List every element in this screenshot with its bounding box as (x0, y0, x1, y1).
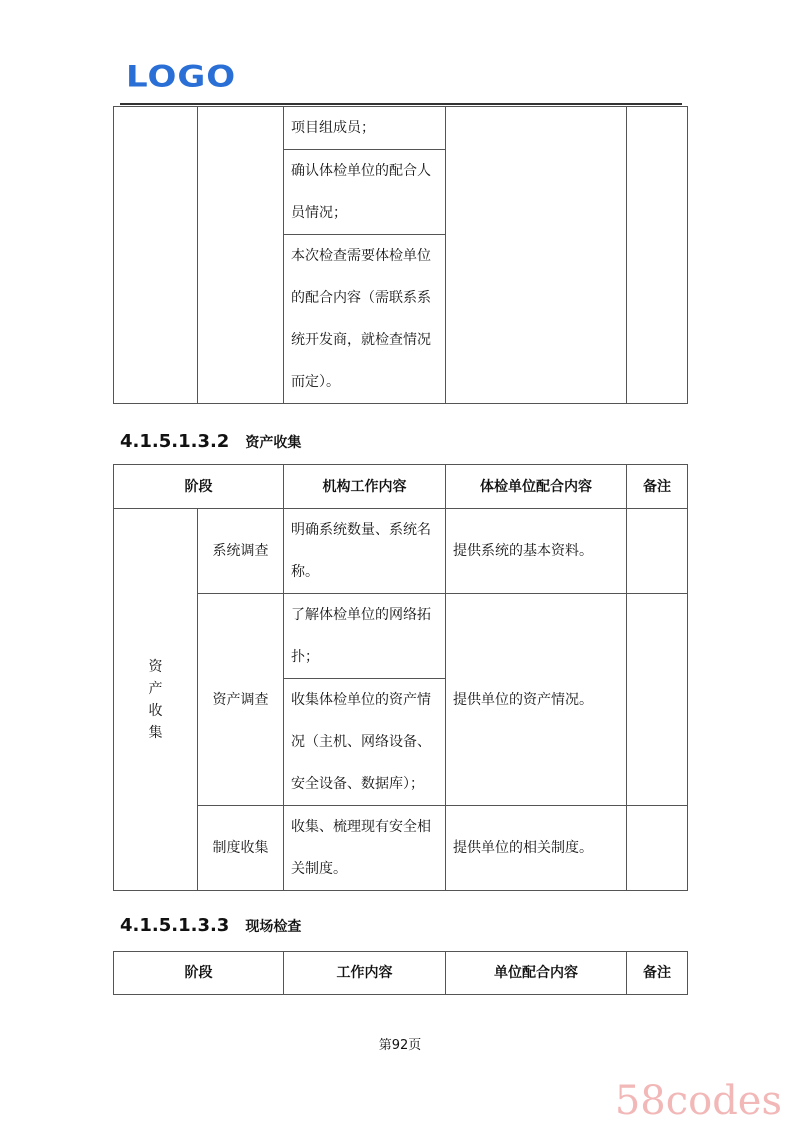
table-cell: 收集、梳理现有安全相关制度。 (284, 806, 446, 891)
section-heading (120, 431, 301, 452)
table-cell: 本次检查需要体检单位的配合内容（需联系系统开发商，就检查情况而定）。 (284, 235, 446, 404)
table-cell (114, 107, 198, 404)
table-cell (446, 107, 627, 404)
table-row (114, 509, 688, 594)
table-cell: 提供单位的资产情况。 (446, 594, 627, 806)
column-header: 阶段 (114, 952, 284, 995)
section-heading (120, 915, 301, 936)
onsite-check-table (113, 951, 688, 995)
page-number: 第92页 (378, 1038, 422, 1053)
section-number: 4.1.5.1.3.3 (120, 915, 230, 936)
phase-cell (114, 509, 198, 891)
table-cell: 系统调查 (198, 509, 284, 594)
table-cell: 制度收集 (198, 806, 284, 891)
table-row (114, 806, 688, 891)
column-header: 阶段 (114, 465, 284, 509)
column-header: 工作内容 (284, 952, 446, 995)
section-title: 资产收集 (245, 435, 302, 451)
table-cell: 确认体检单位的配合人员情况； (284, 150, 446, 235)
phase-label: 资产收集 (148, 658, 163, 741)
table-cell: 项目组成员； (284, 107, 446, 150)
table-cell (627, 806, 688, 891)
table-cell: 资产调查 (198, 594, 284, 806)
watermark: 58codes (614, 1078, 782, 1124)
logo: LOGO (126, 60, 237, 94)
column-header: 机构工作内容 (284, 465, 446, 509)
column-header: 单位配合内容 (446, 952, 627, 995)
asset-collection-table (113, 464, 688, 891)
continued-table (113, 106, 688, 404)
table-cell: 明确系统数量、系统名称。 (284, 509, 446, 594)
table-cell (627, 509, 688, 594)
table-cell: 提供单位的相关制度。 (446, 806, 627, 891)
table-cell (198, 107, 284, 404)
column-header: 备注 (627, 465, 688, 509)
section-number: 4.1.5.1.3.2 (120, 431, 230, 452)
column-header: 体检单位配合内容 (446, 465, 627, 509)
header-rule (120, 103, 682, 105)
table-cell (627, 107, 688, 404)
table-row (114, 594, 688, 679)
table-cell: 收集体检单位的资产情况（主机、网络设备、安全设备、数据库）； (284, 679, 446, 806)
section-title: 现场检查 (245, 919, 302, 935)
table-cell (627, 594, 688, 806)
table-cell: 了解体检单位的网络拓扑； (284, 594, 446, 679)
table-cell: 提供系统的基本资料。 (446, 509, 627, 594)
column-header: 备注 (627, 952, 688, 995)
